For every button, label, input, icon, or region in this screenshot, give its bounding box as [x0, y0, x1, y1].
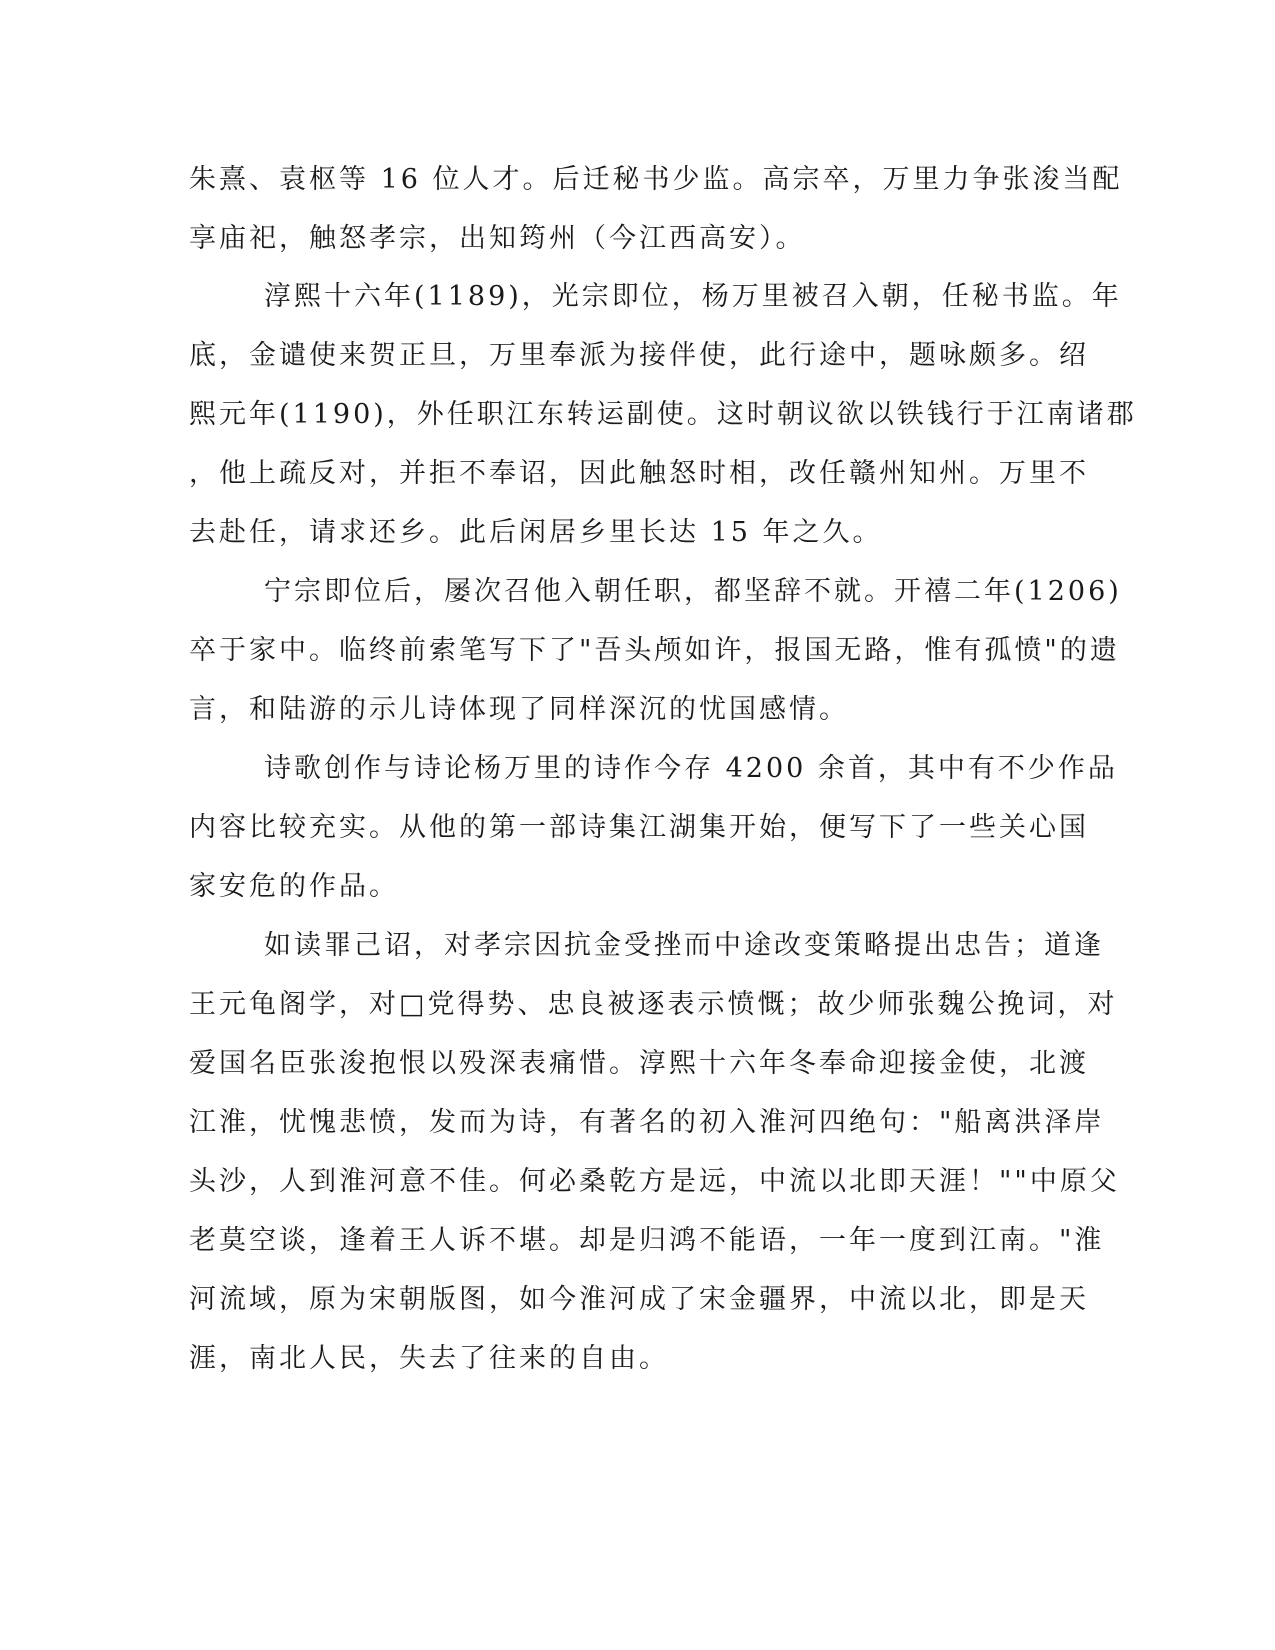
- text-line: 河流域，原为宋朝版图，如今淮河成了宋金疆界，中流以北，即是天: [189, 1284, 1089, 1315]
- text-line: ，他上疏反对，并拒不奉诏，因此触怒时相，改任赣州知州。万里不: [189, 458, 1089, 489]
- text-line: 老莫空谈，逢着王人诉不堪。却是归鸿不能语，一年一度到江南。"淮: [189, 1225, 1105, 1256]
- text-line: 享庙祀，触怒孝宗，出知筠州（今江西高安）。: [189, 223, 806, 254]
- text-line: 去赴任，请求还乡。此后闲居乡里长达 15 年之久。: [189, 517, 883, 548]
- paragraph-first-line: 淳熙十六年(1189)，光宗即位，杨万里被召入朝，任秘书监。年: [264, 281, 1122, 312]
- text-line: 底，金谴使来贺正旦，万里奉派为接伴使，此行途中，题咏颇多。绍: [189, 340, 1089, 371]
- text-line: 朱熹、袁枢等 16 位人才。后迁秘书少监。高宗卒，万里力争张浚当配: [189, 164, 1123, 195]
- text-line: 家安危的作品。: [189, 871, 399, 902]
- text-line: 言，和陆游的示儿诗体现了同样深沉的忧国感情。: [189, 694, 849, 725]
- paragraph-first-line: 诗歌创作与诗论杨万里的诗作今存 4200 余首，其中有不少作品: [264, 753, 1118, 784]
- text-line: 江淮，忧愧悲愤，发而为诗，有著名的初入淮河四绝句："船离洪泽岸: [189, 1107, 1105, 1138]
- text-line: 熙元年(1190)，外任职江东转运副使。这时朝议欲以铁钱行于江南诸郡: [189, 399, 1137, 430]
- text-line: 王元龟阁学，对□党得势、忠良被逐表示愤慨；故少师张魏公挽词，对: [189, 989, 1118, 1020]
- text-line: 爱国名臣张浚抱恨以殁深表痛惜。淳熙十六年冬奉命迎接金使，北渡: [189, 1048, 1089, 1079]
- text-line: 头沙，人到淮河意不佳。何必桑乾方是远，中流以北即天涯！""中原父: [189, 1166, 1120, 1197]
- paragraph-first-line: 如读罪己诏，对孝宗因抗金受挫而中途改变策略提出忠告；道逢: [264, 930, 1104, 961]
- text-line: 内容比较充实。从他的第一部诗集江湖集开始，便写下了一些关心国: [189, 812, 1089, 843]
- text-line: 涯，南北人民，失去了往来的自由。: [189, 1343, 669, 1374]
- paragraph-first-line: 宁宗即位后，屡次召他入朝任职，都坚辞不就。开禧二年(1206): [264, 576, 1122, 607]
- text-line: 卒于家中。临终前索笔写下了"吾头颅如许，报国无路，惟有孤愤"的遗: [189, 635, 1120, 666]
